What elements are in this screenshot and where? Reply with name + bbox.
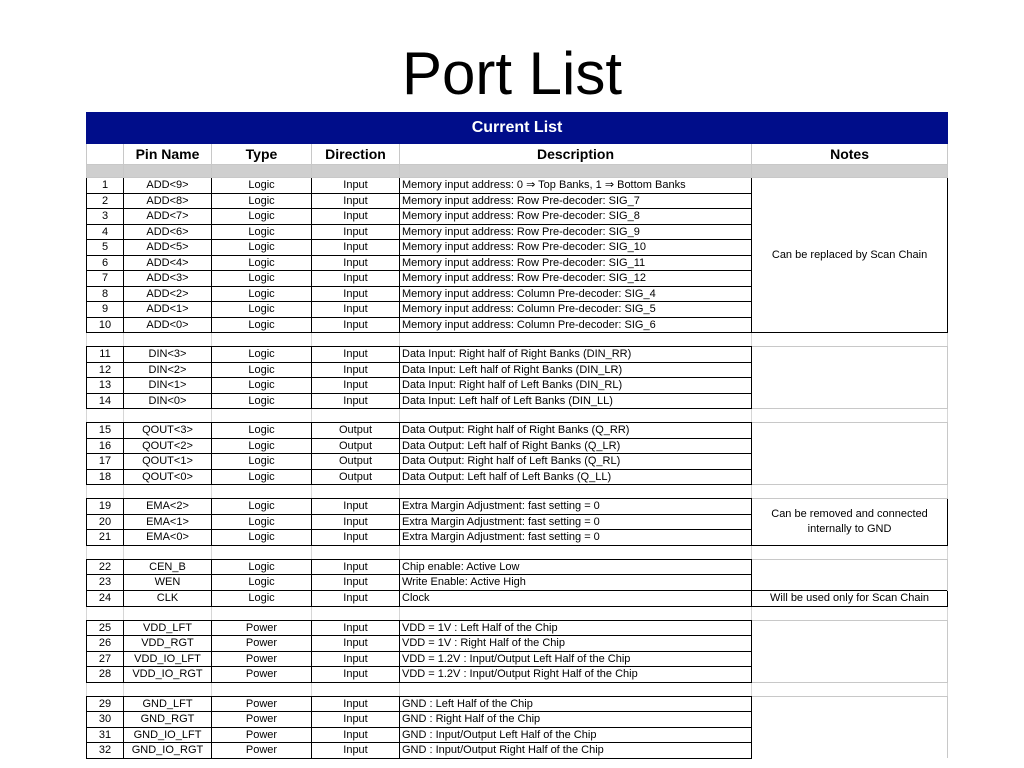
table-row — [87, 469, 948, 485]
cell-num: 21 — [87, 530, 124, 546]
cell-pin-name: DIN<1> — [124, 378, 212, 394]
cell-pin-name: WEN — [124, 575, 212, 591]
cell-description: Data Input: Left half of Left Banks (DIN_LL) — [400, 393, 752, 409]
cell-pin-name: ADD<4> — [124, 255, 212, 271]
cell-num: 4 — [87, 224, 124, 240]
cell-notes: Can be replaced by Scan Chain — [752, 178, 948, 333]
table-row — [87, 438, 948, 454]
cell-notes-empty — [752, 743, 948, 759]
cell-num: 32 — [87, 743, 124, 759]
table-row — [87, 499, 948, 515]
cell-description: Memory input address: Row Pre-decoder: SIG_12 — [400, 271, 752, 287]
table-banner — [87, 113, 948, 144]
cell-type: Logic — [212, 347, 312, 363]
cell-notes-empty — [752, 620, 948, 636]
cell-pin-name: ADD<1> — [124, 302, 212, 318]
cell-direction: Input — [312, 727, 400, 743]
table-row — [87, 651, 948, 667]
cell-type: Power — [212, 636, 312, 652]
cell-pin-name: ADD<0> — [124, 317, 212, 333]
cell-pin-name: DIN<0> — [124, 393, 212, 409]
cell-type: Logic — [212, 575, 312, 591]
cell-description: Data Output: Left half of Left Banks (Q_LL) — [400, 469, 752, 485]
cell-num: 16 — [87, 438, 124, 454]
table-row — [87, 454, 948, 470]
group-spacer — [87, 606, 948, 620]
cell-description: Memory input address: Column Pre-decoder: SIG_4 — [400, 286, 752, 302]
cell-pin-name: ADD<7> — [124, 209, 212, 225]
cell-direction: Input — [312, 575, 400, 591]
cell-pin-name: EMA<2> — [124, 499, 212, 515]
cell-num: 2 — [87, 193, 124, 209]
cell-notes-empty — [752, 575, 948, 591]
cell-direction: Output — [312, 469, 400, 485]
cell-pin-name: CLK — [124, 590, 212, 606]
cell-pin-name: GND_LFT — [124, 696, 212, 712]
cell-description: Data Input: Right half of Right Banks (DIN_RR) — [400, 347, 752, 363]
cell-num: 10 — [87, 317, 124, 333]
cell-num: 14 — [87, 393, 124, 409]
cell-num: 28 — [87, 667, 124, 683]
cell-num: 8 — [87, 286, 124, 302]
cell-direction: Input — [312, 378, 400, 394]
cell-notes-empty — [752, 378, 948, 394]
cell-direction: Input — [312, 302, 400, 318]
cell-pin-name: ADD<9> — [124, 178, 212, 194]
cell-direction: Input — [312, 224, 400, 240]
cell-num: 29 — [87, 696, 124, 712]
cell-type: Logic — [212, 454, 312, 470]
cell-description: GND : Input/Output Right Half of the Chip — [400, 743, 752, 759]
cell-pin-name: EMA<1> — [124, 514, 212, 530]
cell-direction: Input — [312, 209, 400, 225]
cell-num: 27 — [87, 651, 124, 667]
cell-notes-empty — [752, 362, 948, 378]
cell-type: Power — [212, 727, 312, 743]
table-row — [87, 636, 948, 652]
cell-type: Logic — [212, 302, 312, 318]
cell-pin-name: ADD<5> — [124, 240, 212, 256]
group-spacer — [87, 333, 948, 347]
cell-notes-empty — [752, 667, 948, 683]
cell-description: Memory input address: Column Pre-decoder: SIG_5 — [400, 302, 752, 318]
cell-description: Memory input address: Row Pre-decoder: SIG_8 — [400, 209, 752, 225]
cell-pin-name: QOUT<0> — [124, 469, 212, 485]
table-row — [87, 393, 948, 409]
cell-direction: Input — [312, 514, 400, 530]
header-row — [87, 144, 948, 165]
cell-type: Logic — [212, 178, 312, 194]
cell-type: Logic — [212, 378, 312, 394]
cell-description: Chip enable: Active Low — [400, 559, 752, 575]
cell-pin-name: GND_RGT — [124, 712, 212, 728]
cell-description: Data Output: Right half of Right Banks (Q_RR) — [400, 423, 752, 439]
table-row — [87, 696, 948, 712]
table-row — [87, 575, 948, 591]
cell-notes-empty — [752, 559, 948, 575]
header-description: Description — [400, 144, 752, 165]
table-row — [87, 347, 948, 363]
cell-pin-name: DIN<2> — [124, 362, 212, 378]
table-row — [87, 743, 948, 759]
cell-direction: Input — [312, 743, 400, 759]
cell-type: Logic — [212, 438, 312, 454]
cell-direction: Output — [312, 438, 400, 454]
group-spacer — [87, 682, 948, 696]
group-spacer — [87, 485, 948, 499]
cell-notes-empty — [752, 727, 948, 743]
cell-num: 1 — [87, 178, 124, 194]
cell-direction: Input — [312, 651, 400, 667]
cell-direction: Output — [312, 454, 400, 470]
cell-type: Logic — [212, 393, 312, 409]
cell-num: 17 — [87, 454, 124, 470]
cell-notes-empty — [752, 469, 948, 485]
group-spacer — [87, 545, 948, 559]
cell-direction: Input — [312, 271, 400, 287]
cell-num: 13 — [87, 378, 124, 394]
cell-num: 7 — [87, 271, 124, 287]
cell-pin-name: GND_IO_LFT — [124, 727, 212, 743]
cell-pin-name: ADD<8> — [124, 193, 212, 209]
cell-description: Memory input address: Column Pre-decoder: SIG_6 — [400, 317, 752, 333]
cell-pin-name: VDD_IO_RGT — [124, 667, 212, 683]
cell-description: GND : Right Half of the Chip — [400, 712, 752, 728]
cell-notes: Will be used only for Scan Chain — [752, 590, 948, 606]
cell-num: 19 — [87, 499, 124, 515]
header-type: Type — [212, 144, 312, 165]
cell-direction: Output — [312, 423, 400, 439]
header-num — [87, 144, 124, 165]
cell-num: 6 — [87, 255, 124, 271]
cell-notes-empty — [752, 636, 948, 652]
cell-pin-name: EMA<0> — [124, 530, 212, 546]
cell-direction: Input — [312, 362, 400, 378]
table-row — [87, 423, 948, 439]
cell-type: Logic — [212, 514, 312, 530]
cell-pin-name: GND_IO_RGT — [124, 743, 212, 759]
header-notes: Notes — [752, 144, 948, 165]
cell-description: Write Enable: Active High — [400, 575, 752, 591]
cell-num: 15 — [87, 423, 124, 439]
cell-type: Power — [212, 667, 312, 683]
cell-type: Logic — [212, 271, 312, 287]
cell-direction: Input — [312, 317, 400, 333]
cell-type: Power — [212, 620, 312, 636]
cell-notes-empty — [752, 393, 948, 409]
cell-direction: Input — [312, 696, 400, 712]
cell-type: Logic — [212, 590, 312, 606]
cell-pin-name: VDD_RGT — [124, 636, 212, 652]
cell-description: GND : Left Half of the Chip — [400, 696, 752, 712]
cell-pin-name: VDD_IO_LFT — [124, 651, 212, 667]
cell-num: 5 — [87, 240, 124, 256]
cell-direction: Input — [312, 559, 400, 575]
cell-num: 23 — [87, 575, 124, 591]
cell-notes-empty — [752, 423, 948, 439]
cell-description: Memory input address: Row Pre-decoder: SIG_9 — [400, 224, 752, 240]
cell-pin-name: QOUT<1> — [124, 454, 212, 470]
cell-description: VDD = 1V : Left Half of the Chip — [400, 620, 752, 636]
cell-direction: Input — [312, 620, 400, 636]
cell-description: Memory input address: Row Pre-decoder: SIG_7 — [400, 193, 752, 209]
cell-num: 24 — [87, 590, 124, 606]
cell-type: Logic — [212, 240, 312, 256]
cell-type: Logic — [212, 209, 312, 225]
cell-type: Power — [212, 651, 312, 667]
cell-description: Extra Margin Adjustment: fast setting = 0 — [400, 499, 752, 515]
table-row — [87, 712, 948, 728]
cell-pin-name: QOUT<2> — [124, 438, 212, 454]
cell-direction: Input — [312, 255, 400, 271]
table-row — [87, 620, 948, 636]
cell-notes-empty — [752, 696, 948, 712]
cell-direction: Input — [312, 590, 400, 606]
cell-notes-empty — [752, 438, 948, 454]
cell-type: Logic — [212, 423, 312, 439]
cell-description: Memory input address: 0 ⇒ Top Banks, 1 ⇒ Bottom Banks — [400, 178, 752, 194]
cell-num: 22 — [87, 559, 124, 575]
table-row — [87, 727, 948, 743]
cell-notes-empty — [752, 454, 948, 470]
port-list-table — [86, 112, 948, 759]
cell-notes-empty — [752, 347, 948, 363]
cell-direction: Input — [312, 499, 400, 515]
cell-description: Memory input address: Row Pre-decoder: SIG_11 — [400, 255, 752, 271]
cell-pin-name: ADD<2> — [124, 286, 212, 302]
cell-direction: Input — [312, 178, 400, 194]
cell-type: Logic — [212, 362, 312, 378]
cell-description: Data Input: Left half of Right Banks (DIN_LR) — [400, 362, 752, 378]
cell-direction: Input — [312, 193, 400, 209]
cell-pin-name: ADD<3> — [124, 271, 212, 287]
cell-description: Data Input: Right half of Left Banks (DIN_RL) — [400, 378, 752, 394]
banner-title: Current List — [87, 113, 948, 144]
cell-description: Data Output: Left half of Right Banks (Q_LR) — [400, 438, 752, 454]
cell-pin-name: ADD<6> — [124, 224, 212, 240]
cell-notes-empty — [752, 651, 948, 667]
cell-num: 11 — [87, 347, 124, 363]
group-spacer — [87, 409, 948, 423]
cell-num: 25 — [87, 620, 124, 636]
cell-type: Logic — [212, 255, 312, 271]
cell-pin-name: VDD_LFT — [124, 620, 212, 636]
cell-direction: Input — [312, 667, 400, 683]
cell-direction: Input — [312, 530, 400, 546]
cell-type: Logic — [212, 317, 312, 333]
cell-num: 20 — [87, 514, 124, 530]
table-row — [87, 590, 948, 606]
header-pin-name: Pin Name — [124, 144, 212, 165]
cell-description: Memory input address: Row Pre-decoder: SIG_10 — [400, 240, 752, 256]
cell-description: Extra Margin Adjustment: fast setting = 0 — [400, 514, 752, 530]
page-title: Port List — [401, 40, 623, 107]
cell-type: Power — [212, 696, 312, 712]
cell-num: 31 — [87, 727, 124, 743]
cell-description: VDD = 1.2V : Input/Output Left Half of the Chip — [400, 651, 752, 667]
cell-type: Logic — [212, 530, 312, 546]
header-separator — [87, 165, 948, 178]
cell-notes: Can be removed and connected internally to GND — [752, 499, 948, 546]
cell-num: 30 — [87, 712, 124, 728]
header-direction: Direction — [312, 144, 400, 165]
cell-type: Power — [212, 743, 312, 759]
cell-direction: Input — [312, 347, 400, 363]
cell-num: 9 — [87, 302, 124, 318]
cell-pin-name: CEN_B — [124, 559, 212, 575]
cell-type: Logic — [212, 224, 312, 240]
cell-description: Clock — [400, 590, 752, 606]
cell-num: 26 — [87, 636, 124, 652]
cell-type: Logic — [212, 499, 312, 515]
table-row — [87, 667, 948, 683]
cell-direction: Input — [312, 712, 400, 728]
cell-direction: Input — [312, 636, 400, 652]
cell-description: Data Output: Right half of Left Banks (Q_RL) — [400, 454, 752, 470]
cell-description: GND : Input/Output Left Half of the Chip — [400, 727, 752, 743]
cell-notes-empty — [752, 712, 948, 728]
table-row — [87, 178, 948, 194]
cell-description: VDD = 1V : Right Half of the Chip — [400, 636, 752, 652]
cell-type: Logic — [212, 286, 312, 302]
cell-num: 12 — [87, 362, 124, 378]
cell-direction: Input — [312, 393, 400, 409]
cell-type: Logic — [212, 469, 312, 485]
cell-pin-name: DIN<3> — [124, 347, 212, 363]
cell-type: Logic — [212, 193, 312, 209]
cell-num: 3 — [87, 209, 124, 225]
cell-direction: Input — [312, 286, 400, 302]
table-row — [87, 559, 948, 575]
cell-num: 18 — [87, 469, 124, 485]
table-row — [87, 362, 948, 378]
cell-type: Power — [212, 712, 312, 728]
table-row — [87, 378, 948, 394]
cell-type: Logic — [212, 559, 312, 575]
cell-description: VDD = 1.2V : Input/Output Right Half of the Chip — [400, 667, 752, 683]
cell-description: Extra Margin Adjustment: fast setting = 0 — [400, 530, 752, 546]
cell-direction: Input — [312, 240, 400, 256]
cell-pin-name: QOUT<3> — [124, 423, 212, 439]
